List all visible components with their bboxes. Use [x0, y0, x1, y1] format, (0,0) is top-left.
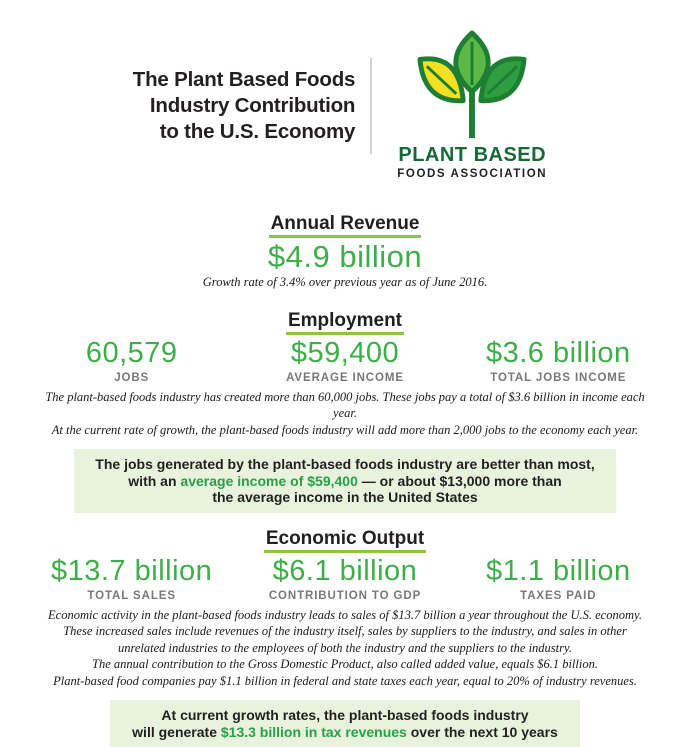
economic-output-stats-row [25, 555, 665, 602]
economic-output-section [0, 528, 690, 747]
callout-line [86, 489, 604, 506]
logo [387, 30, 557, 181]
stat-label: TOTAL JOBS INCOME [452, 372, 665, 384]
employment-note-line: At the current rate of growth, the plant-based foods industry will add more than 2,000 jobs to the economy each year. [35, 422, 655, 439]
annual-revenue-heading: Annual Revenue [269, 213, 422, 238]
callout-line [122, 707, 568, 724]
logo-name: PLANT BASED [387, 145, 557, 166]
page-title [133, 67, 355, 145]
economic-note-line: Economic activity in the plant-based foods industry leads to sales of $13.7 billion a year throughout the U.S. economy. [35, 607, 655, 624]
callout-line [86, 473, 604, 490]
three-leaves-icon [397, 127, 547, 144]
economic-output-heading: Economic Output [264, 528, 426, 553]
stat-label: TOTAL SALES [25, 590, 238, 602]
stat-contribution-to-gdp [238, 555, 451, 602]
annual-revenue-value: $4.9 billion [0, 240, 690, 274]
stat-label: TAXES PAID [452, 590, 665, 602]
stat-value: $13.7 billion [25, 555, 238, 587]
stat-label: CONTRIBUTION TO GDP [238, 590, 451, 602]
economic-output-notes [35, 607, 655, 690]
callout-text: over the next 10 years [407, 724, 558, 740]
page-title-line-2: Industry Contribution [133, 93, 355, 119]
economic-note-line: Plant-based food companies pay $1.1 billion in federal and state taxes each year, equal to 20% of industry revenues. [35, 673, 655, 690]
employment-heading: Employment [286, 310, 404, 335]
stat-taxes-paid [452, 555, 665, 602]
stat-label: AVERAGE INCOME [238, 372, 451, 384]
logo-subtitle: FOODS ASSOCIATION [387, 167, 557, 181]
stat-average-income [238, 337, 451, 384]
callout-highlight: average income of $59,400 [180, 473, 357, 489]
header-divider [370, 58, 372, 154]
callout-text: — or about $13,000 more than [358, 473, 562, 489]
stat-value: 60,579 [25, 337, 238, 369]
stat-total-jobs-income [452, 337, 665, 384]
callout-highlight: $13.3 billion in tax revenues [221, 724, 407, 740]
callout-text: the average income in the United States [212, 489, 477, 505]
economic-output-callout [110, 700, 580, 747]
employment-notes [35, 389, 655, 439]
stat-label: JOBS [25, 372, 238, 384]
stat-total-sales [25, 555, 238, 602]
callout-text: will generate [132, 724, 221, 740]
employment-note-line: The plant-based foods industry has created more than 60,000 jobs. These jobs pay a total of $3.6 billion in income each year. [35, 389, 655, 422]
callout-line [122, 724, 568, 741]
callout-text: The jobs generated by the plant-based foods industry are better than most, [95, 456, 594, 472]
stat-jobs [25, 337, 238, 384]
stat-value: $59,400 [238, 337, 451, 369]
page-title-line-1: The Plant Based Foods [133, 67, 355, 93]
economic-note-line: The annual contribution to the Gross Domestic Product, also called added value, equals $6.1 billion. [35, 656, 655, 673]
header [0, 0, 690, 181]
employment-callout [74, 449, 616, 513]
stat-value: $1.1 billion [452, 555, 665, 587]
stat-value: $6.1 billion [238, 555, 451, 587]
callout-line [86, 456, 604, 473]
employment-stats-row [25, 337, 665, 384]
annual-revenue-section [0, 213, 690, 291]
employment-section [0, 310, 690, 513]
callout-text: At current growth rates, the plant-based foods industry [161, 707, 528, 723]
page-title-line-3: to the U.S. Economy [133, 119, 355, 145]
annual-revenue-note: Growth rate of 3.4% over previous year as of June 2016. [0, 274, 690, 291]
economic-note-line: These increased sales include revenues of the industry itself, sales by suppliers to the industry, and sales in other unrelated industries to the employees of both the industry and the suppliers to the industry. [50, 623, 640, 656]
callout-text: with an [128, 473, 180, 489]
stat-value: $3.6 billion [452, 337, 665, 369]
